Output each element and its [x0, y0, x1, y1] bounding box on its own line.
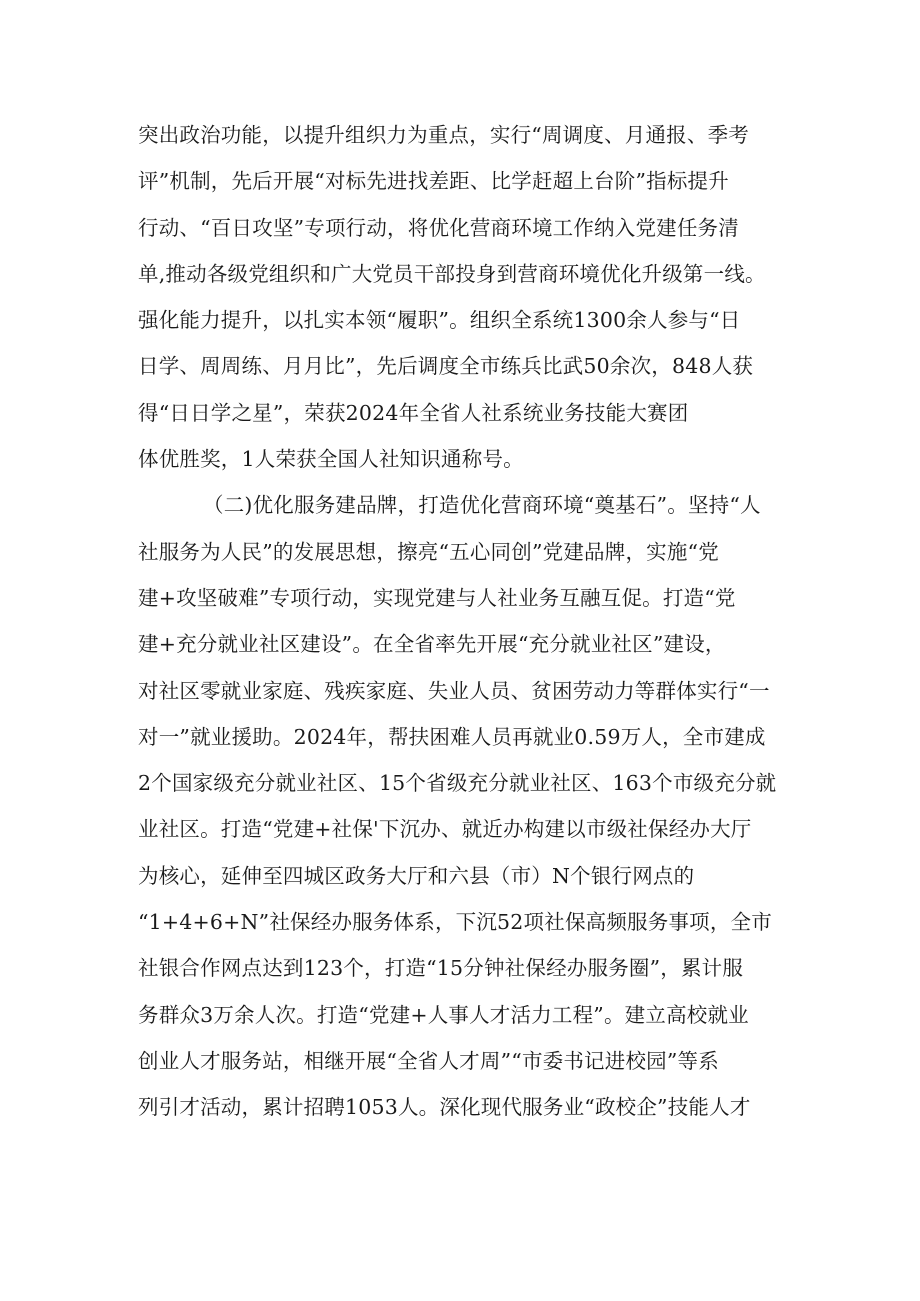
text-line-1: 突出政治功能，以提升组织力为重点，实行“周调度、月通报、季考 [138, 123, 749, 147]
text-line-17: 为核心，延伸至四城区政务大厅和六县（市）N个银行网点的 [138, 863, 695, 888]
text-line-18: “1+4+6+N”社保经办服务体系，下沉52项社保高频服务事项，全市 [138, 910, 772, 935]
text-line-14: 对一”就业援助。2024年，帮扶困难人员再就业0.59万人，全市建成 [138, 724, 766, 749]
text-line-16: 业社区。打造“党建+社保'下沉办、就近办构建以市级社保经办大厅 [138, 817, 752, 842]
text-line-6: 日学、周周练、月月比”，先后调度全市练兵比武50余次，848人获 [138, 354, 754, 379]
text-line-4: 单,推动各级党组织和广大党员干部投身到营商环境优化升级第一线。 [138, 261, 766, 286]
text-line-19: 社银合作网点达到123个，打造“15分钟社保经办服务圈”，累计服 [138, 956, 744, 981]
text-line-8: 体优胜奖，1人荣获全国人社知识通称号。 [138, 447, 524, 472]
section-heading-line: （二)优化服务建品牌，打造优化营商环境“奠基石”。坚持“人 [203, 493, 761, 518]
text-line-20: 务群众3万余人次。打造“党建+人事人才活力工程”。建立高校就业 [138, 1002, 749, 1027]
text-line-2: 评”机制，先后开展“对标先进找差距、比学赶超上台阶”指标提升 [138, 169, 729, 194]
text-line-21: 创业人才服务站，相继开展“全省人才周”“市委书记进校园”等系 [138, 1048, 719, 1073]
text-line-7: 得“日日学之星”，荣获2024年全省人社系统业务技能大赛团 [138, 400, 689, 425]
text-line-12: 建+充分就业社区建设”。在全省率先开展“充分就业社区”建设， [138, 632, 726, 657]
text-line-15: 2个国家级充分就业社区、15个省级充分就业社区、163个市级充分就 [138, 771, 777, 796]
text-line-5: 强化能力提升，以扎实本领“履职”。组织全系统1300余人参与“日 [138, 308, 741, 333]
text-line-11: 建+攻坚破难”专项行动，实现党建与人社业务互融互促。打造“党 [138, 585, 736, 610]
text-line-10: 社服务为人民”的发展思想，擦亮“五心同创”党建品牌，实施“党 [138, 539, 719, 564]
text-line-3: 行动、“百日攻坚”专项行动，将优化营商环境工作纳入党建任务清 [138, 215, 739, 240]
document-body [138, 112, 798, 1131]
text-line-22: 列引才活动，累计招聘1053人。深化现代服务业“政校企”技能人才 [138, 1095, 751, 1120]
text-line-13: 对社区零就业家庭、残疾家庭、失业人员、贫困劳动力等群体实行“一 [138, 678, 770, 703]
